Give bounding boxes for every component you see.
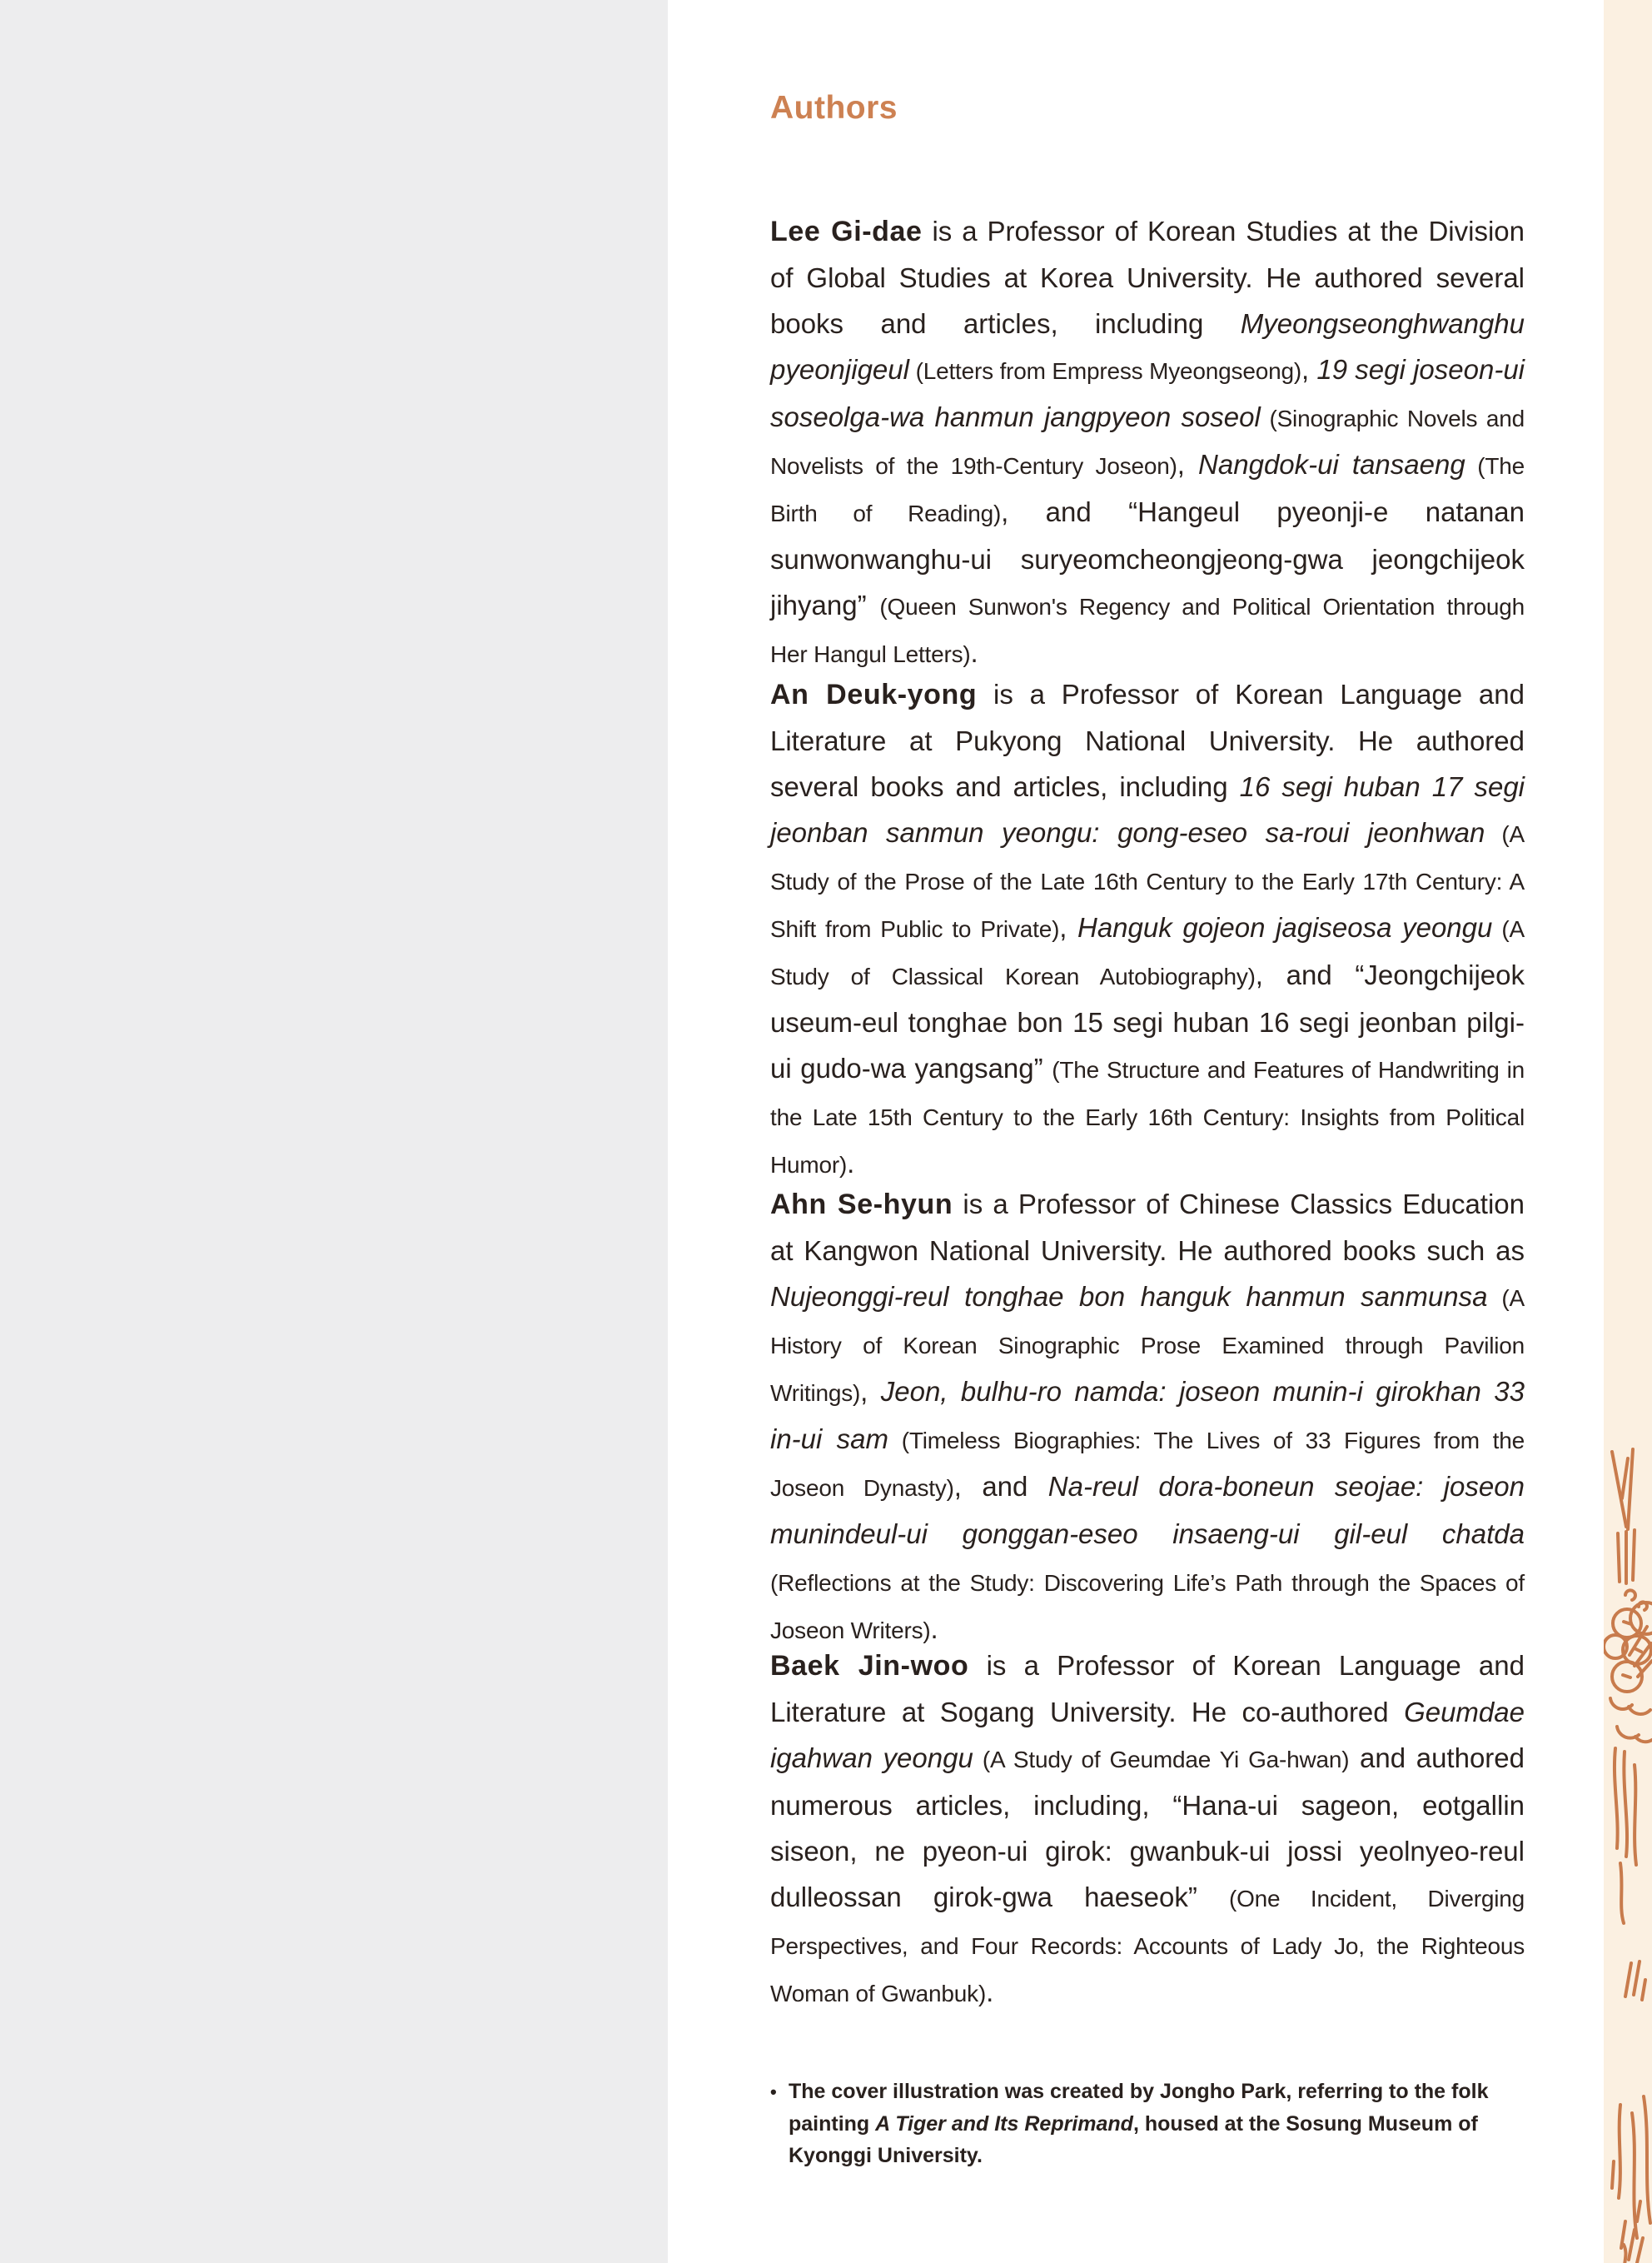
page-body [668, 0, 1652, 2263]
cover-edge-strip [1604, 0, 1652, 2263]
author-bio-an-deuk-yong: An Deuk-yong is a Professor of Korean Language and Literature at Pukyong National University. He authored several books and articles, including 16 segi huban 17 segi jeonban sanmun yeongu: gong-eseo sa-roui jeonhwan (A Study of the Prose of the Late 16th Century to the Early 17th Century: A Shift from Public to Private), Hanguk gojeon jagiseosa yeongu (A Study of Classical Korean Autobiography), and “Jeongchijeok useum-eul tonghae bon 15 segi huban 16 segi jeonban pilgi-ui gudo-wa yangsang” (The Structure and Features of Handwriting in the Late 15th Century to the Early 16th Century: Insights from Political Humor). [770, 679, 1525, 1179]
footnote-bullet: • [770, 2081, 777, 2102]
folk-painting-sketch-icon [1604, 1447, 1652, 2263]
author-bio-baek-jin-woo: Baek Jin-woo is a Professor of Korean Language and Literature at Sogang University. He co-authored Geumdae igahwan yeongu (A Study of Geumdae Yi Ga-hwan) and authored numerous articles, including, “Hana-ui sageon, eotgallin siseon, ne pyeon-ui girok: gwanbuk-ui jossi yeolnyeo-reul dulleossan girok-gwa haeseok” (One Incident, Diverging Perspectives, and Four Records: Accounts of Lady Jo, the Righteous Woman of Gwanbuk). [770, 1650, 1525, 2007]
author-bio-lee-gi-dae: Lee Gi-dae is a Professor of Korean Studies at the Division of Global Studies at Korea University. He authored several books and articles, including Myeongseonghwanghu pyeonjigeul (Letters from Empress Myeongseong), 19 segi joseon-ui soseolga-wa hanmun jangpyeon soseol (Sinographic Novels and Novelists of the 19th-Century Joseon), Nangdok-ui tansaeng (The Birth of Reading), and “Hangeul pyeonji-e natanan sunwonwanghu-ui suryeomcheongjeong-gwa jeongchijeok jihyang” (Queen Sunwon's Regency and Political Orientation through Her Hangul Letters). [770, 216, 1525, 668]
footnote-text: The cover illustration was created by Jongho Park, referring to the folk painting A Tiger and Its Reprimand, housed at the Sosung Museum of Kyonggi University. [789, 2080, 1489, 2167]
author-bio-ahn-se-hyun: Ahn Se-hyun is a Professor of Chinese Classics Education at Kangwon National University. He authored books such as Nujeonggi-reul tonghae bon hanguk hanmun sanmunsa (A History of Korean Sinographic Prose Examined through Pavilion Writings), Jeon, bulhu-ro namda: joseon munin-i girokhan 33 in-ui sam (Timeless Biographies: The Lives of 33 Figures from the Joseon Dynasty), and Na-reul dora-boneun seojae: joseon munindeul-ui gonggan-eseo insaeng-ui gil-eul chatda (Reflections at the Study: Discovering Life’s Path through the Spaces of Joseon Writers). [770, 1189, 1525, 1644]
cover-illustration-footnote [770, 2076, 1543, 2171]
page-title: Authors [770, 90, 898, 126]
left-margin-panel [0, 0, 668, 2263]
